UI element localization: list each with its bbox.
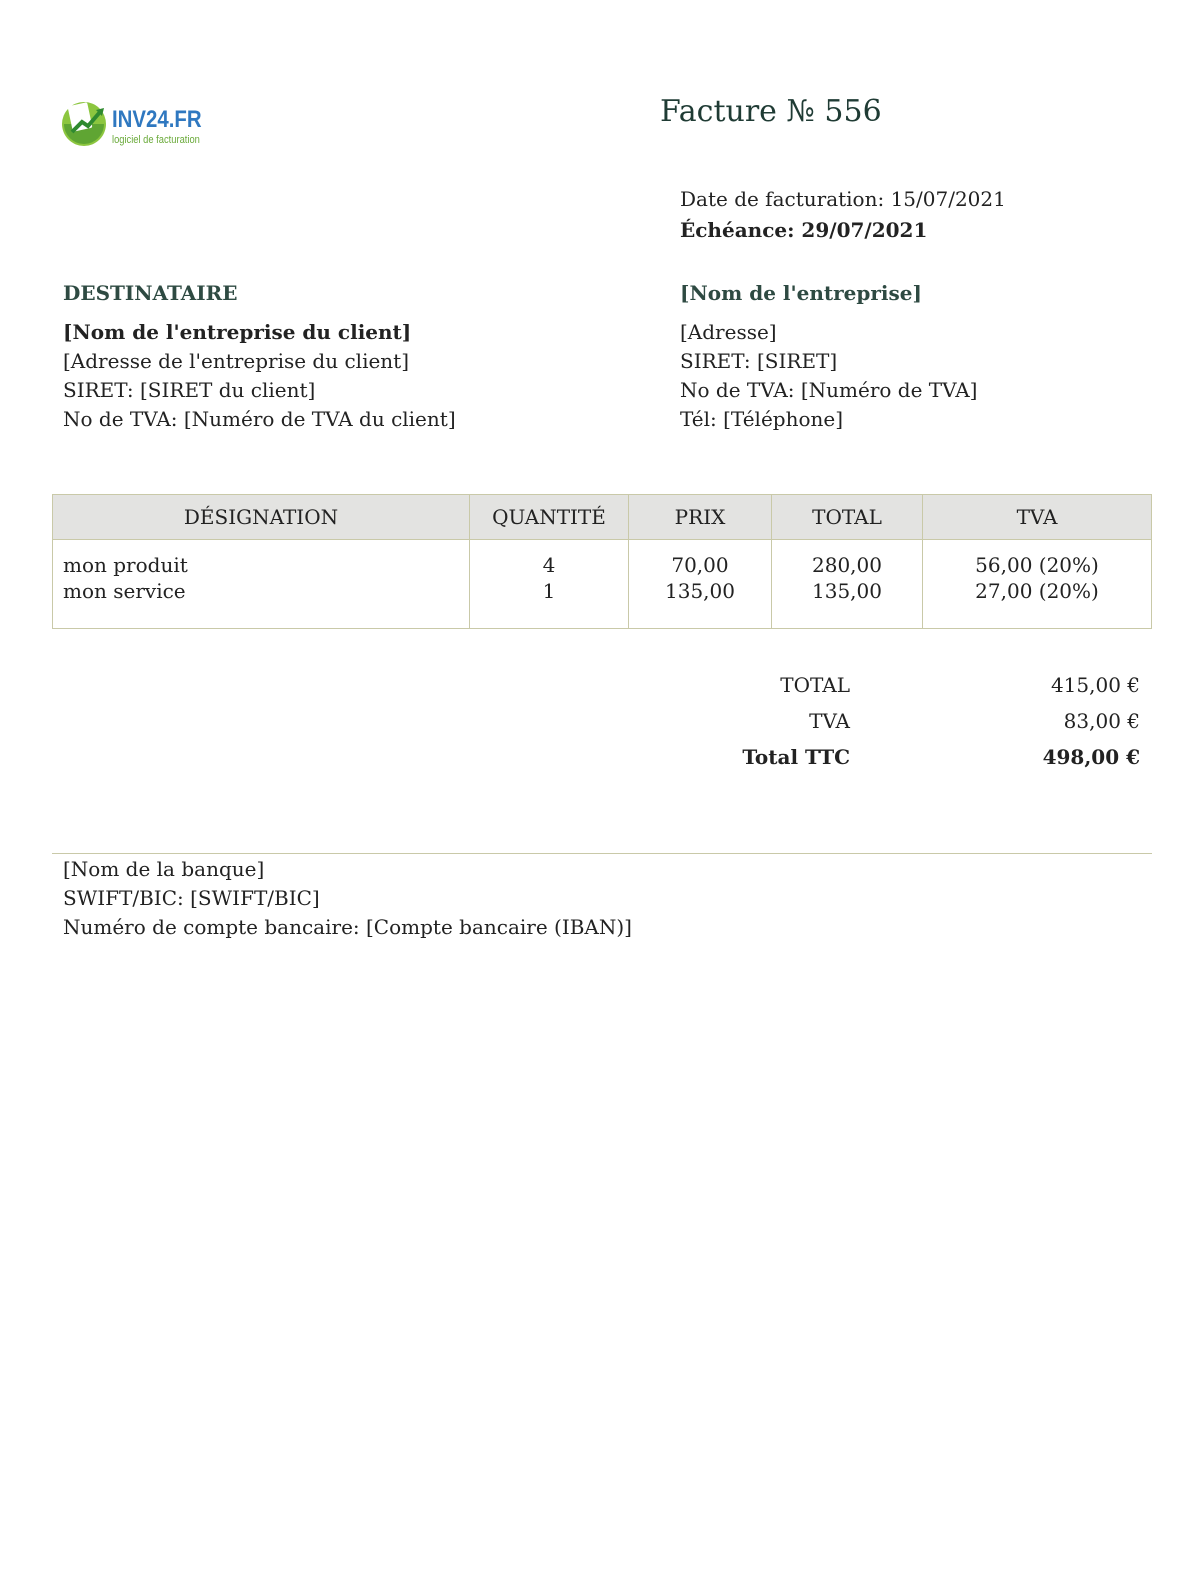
row-vat: 56,00 (20%): [975, 553, 1099, 577]
ttc-value: 498,00 €: [1042, 745, 1140, 769]
logo-name: INV24.FR: [112, 106, 202, 133]
row-price: 135,00: [665, 579, 735, 603]
totals-block: [640, 673, 1140, 781]
table-row: [53, 540, 1152, 629]
invoice-title: Facture № 556: [660, 94, 882, 129]
invoice-date: Date de facturation: 15/07/2021: [680, 187, 1006, 211]
due-date: Échéance: 29/07/2021: [680, 218, 928, 242]
price-cell: [629, 540, 772, 629]
recipient-name: [Nom de l'entreprise du client]: [63, 320, 412, 344]
vat-value: 83,00 €: [1063, 709, 1140, 733]
recipient-block: [63, 318, 456, 434]
row-price: 70,00: [671, 553, 729, 577]
header-price: PRIX: [629, 495, 772, 540]
recipient-address: [Adresse de l'entreprise du client]: [63, 349, 410, 373]
vat-cell: [923, 540, 1152, 629]
company-siret: SIRET: [SIRET]: [680, 349, 838, 373]
company-logo: [60, 98, 230, 152]
items-table: [52, 494, 1152, 629]
total-row: [640, 673, 1140, 709]
recipient-vat: No de TVA: [Numéro de TVA du client]: [63, 407, 456, 431]
header-vat: TVA: [923, 495, 1152, 540]
logo-tagline: logiciel de facturation: [112, 134, 200, 146]
quantity-cell: [470, 540, 629, 629]
row-vat: 27,00 (20%): [975, 579, 1099, 603]
total-label: TOTAL: [780, 673, 850, 697]
recipient-siret: SIRET: [SIRET du client]: [63, 378, 316, 402]
total-value: 415,00 €: [1050, 673, 1140, 697]
row-quantity: 1: [542, 579, 556, 603]
row-total: 280,00: [812, 553, 882, 577]
bank-name: [Nom de la banque]: [63, 857, 265, 881]
vat-label: TVA: [809, 709, 850, 733]
bank-swift: SWIFT/BIC: [SWIFT/BIC]: [63, 886, 320, 910]
company-heading: [Nom de l'entreprise]: [680, 281, 922, 305]
chart-arrow-icon: [60, 98, 110, 148]
company-vat: No de TVA: [Numéro de TVA]: [680, 378, 978, 402]
company-address: [Adresse]: [680, 320, 777, 344]
company-phone: Tél: [Téléphone]: [680, 407, 844, 431]
company-block: [680, 318, 977, 434]
total-cell: [772, 540, 923, 629]
bank-iban: Numéro de compte bancaire: [Compte bancaire (IBAN)]: [63, 915, 632, 939]
vat-row: [640, 709, 1140, 745]
table-header-row: [53, 495, 1152, 540]
ttc-row: [640, 745, 1140, 781]
footer-divider: [52, 853, 1152, 854]
invoice-dates: [680, 184, 1006, 246]
row-designation: mon service: [63, 579, 186, 603]
header-quantity: QUANTITÉ: [470, 495, 629, 540]
row-designation: mon produit: [63, 553, 188, 577]
ttc-label: Total TTC: [742, 745, 850, 769]
row-quantity: 4: [542, 553, 556, 577]
bank-block: [63, 855, 632, 942]
header-designation: DÉSIGNATION: [53, 495, 470, 540]
row-total: 135,00: [812, 579, 882, 603]
header-total: TOTAL: [772, 495, 923, 540]
recipient-heading: DESTINATAIRE: [63, 281, 238, 305]
designation-cell: [53, 540, 470, 629]
